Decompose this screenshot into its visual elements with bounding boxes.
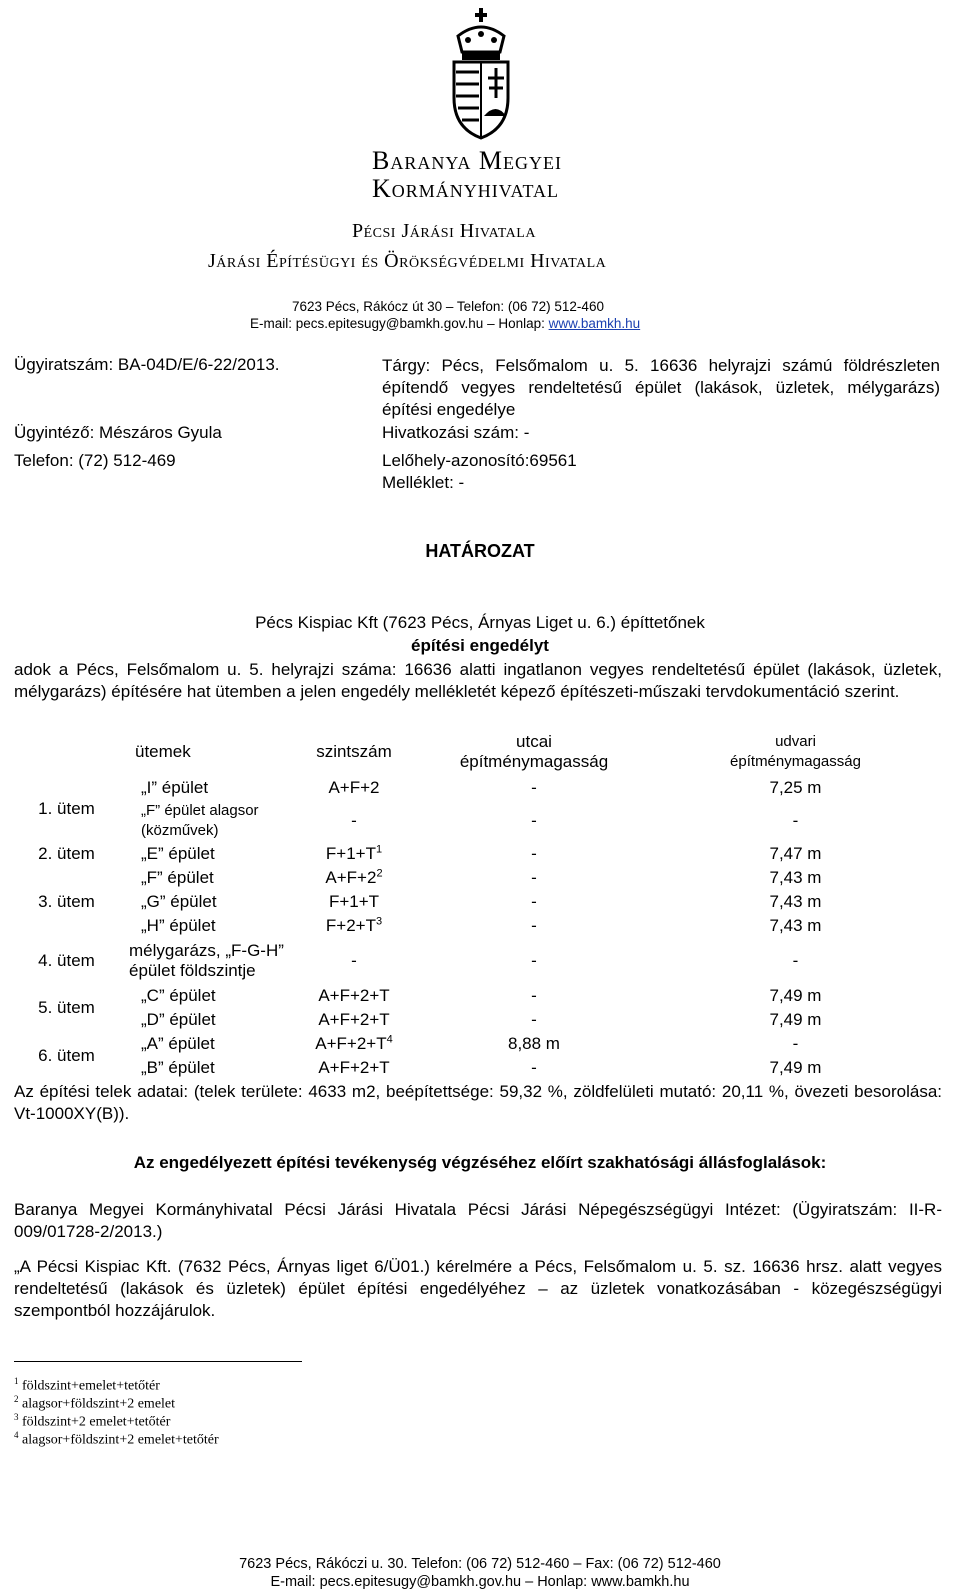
table-row: [14, 842, 942, 866]
table-row: [14, 984, 942, 1008]
levels: A+F+2: [328, 778, 380, 797]
table-row: [14, 866, 942, 890]
phase-label: 6. ütem: [38, 1046, 95, 1065]
table-row: [14, 1032, 942, 1056]
table-header-row: [14, 728, 942, 776]
building: „G” épület: [141, 892, 217, 911]
footnote-ref: 1: [375, 843, 383, 856]
footnote-ref: 4: [386, 1033, 393, 1046]
building: „D” épület: [141, 1010, 216, 1029]
footnote-number: 4: [14, 1430, 19, 1440]
table-row: [14, 938, 942, 984]
header-street-line1: utcai: [516, 732, 552, 751]
phase-label: 4. ütem: [38, 951, 95, 970]
footnote-number: 3: [14, 1412, 19, 1422]
levels-value: A+F+2: [325, 868, 377, 887]
decision-body: adok a Pécs, Felsőmalom u. 5. helyrajzi száma: 16636 alatti ingatlanon vegyes rendeltetésű épület (lakások, üzletek, mélygarázs) építésére hat ütemben a jelen engedély mellékletét képező építészeti-műszaki tervdokumentáció szerint.: [14, 660, 942, 701]
administrator: Ügyintéző: Mészáros Gyula: [14, 423, 222, 442]
yard-height: 7,43 m: [769, 892, 822, 911]
footnote-number: 1: [14, 1376, 19, 1386]
case-number: Ügyiratszám: BA-04D/E/6-22/2013.: [14, 355, 280, 374]
street-height: -: [531, 811, 537, 830]
building-line2: (közművek): [141, 822, 219, 839]
table-row: [14, 1056, 942, 1080]
footnote-text: földszint+2 emelet+tetőtér: [22, 1414, 171, 1430]
footnote-divider: [14, 1361, 302, 1362]
building: „B” épület: [141, 1058, 215, 1077]
header-street-height: [419, 728, 649, 776]
office-name-line2: Járási Építésügyi és Örökségvédelmi Hivatala: [208, 250, 607, 272]
subject: Tárgy: Pécs, Felsőmalom u. 5. 16636 helyrajzi számú földrészleten építendő vegyes rendeltetésű épület (lakások, üzletek, mélygarázs) építési engedélye: [382, 356, 940, 419]
street-height: -: [531, 986, 537, 1005]
footnote-text: földszint+emelet+tetőtér: [22, 1378, 160, 1394]
attachment: Melléklet: -: [382, 473, 465, 492]
levels: [289, 842, 419, 866]
table-row: [14, 914, 942, 938]
footnote-text: alagsor+földszint+2 emelet+tetőtér: [22, 1432, 219, 1448]
org-name-line1: Baranya Megyei: [372, 146, 562, 175]
building: „H” épület: [141, 916, 216, 935]
phase-label: 5. ütem: [38, 998, 95, 1017]
levels: A+F+2+T: [318, 1010, 390, 1029]
phases-table: [14, 728, 942, 1080]
table-row: [14, 800, 942, 842]
footnote-text: alagsor+földszint+2 emelet: [22, 1396, 176, 1412]
permit-label: építési engedélyt: [411, 636, 549, 655]
footnote-ref: 2: [376, 867, 383, 880]
building: „C” épület: [141, 986, 216, 1005]
header-levels: szintszám: [316, 742, 392, 761]
office-name-line1: Pécsi Járási Hivatala: [352, 220, 536, 242]
phase-label: 2. ütem: [38, 844, 95, 863]
levels: -: [351, 811, 357, 830]
levels: F+1+T: [328, 892, 380, 911]
footnote: [14, 1412, 170, 1431]
authority-opinion: „A Pécsi Kispiac Kft. (7632 Pécs, Árnyas liget 6/Ü01.) kérelmére a Pécs, Felsőmalom u. 5. sz. 16636 hrsz. alatt vegyes rendeltetésű (lakások és üzletek) épület építési engedélyéhez – az üzletek vonatkozásában - közegészségügyi szempontból hozzájárulok.: [14, 1257, 942, 1320]
plot-data: Az építési telek adatai: (telek területe: 4633 m2, beépítettsége: 59,32 %, zöldfelületi mutató: 20,11 %, övezeti besorolása: Vt-1000XY(B)).: [14, 1082, 942, 1123]
yard-height: 7,43 m: [769, 868, 822, 887]
header-contact: [250, 316, 640, 331]
yard-height: 7,49 m: [769, 986, 822, 1005]
building: „E” épület: [141, 844, 215, 863]
street-height: -: [531, 892, 537, 911]
street-height: -: [531, 916, 537, 935]
header-street-line2: építménymagasság: [459, 752, 609, 771]
footer-contact: E-mail: pecs.epitesugy@bamkh.gov.hu – Honlap: www.bamkh.hu: [270, 1574, 690, 1590]
footnote-number: 2: [14, 1394, 19, 1404]
building: „I” épület: [141, 778, 209, 797]
reference-number: Hivatkozási szám: -: [382, 423, 530, 442]
addressee: Pécs Kispiac Kft (7623 Pécs, Árnyas Liget u. 6.) építtetőnek: [255, 613, 705, 632]
yard-height: 7,49 m: [769, 1058, 822, 1077]
decision-title: HATÁROZAT: [425, 541, 535, 561]
footnote-ref: 3: [375, 915, 383, 928]
footnote: [14, 1394, 175, 1413]
yard-height: -: [792, 1034, 799, 1053]
levels-value: F+2+T: [325, 916, 376, 935]
footnote: [14, 1376, 160, 1395]
building-line1: mélygarázs, „F-G-H”: [129, 941, 284, 960]
street-height: -: [531, 1010, 537, 1029]
levels: [289, 914, 419, 938]
levels-value: F+1+T: [325, 844, 376, 863]
header-yard-height: [649, 728, 942, 776]
header-email: E-mail: pecs.epitesugy@bamkh.gov.hu – Honlap:: [250, 316, 549, 331]
street-height: -: [531, 868, 537, 887]
yard-height: 7,43 m: [769, 916, 822, 935]
footnote: [14, 1430, 219, 1449]
street-height: -: [531, 951, 537, 970]
building-line1: „F” épület alagsor: [141, 802, 259, 819]
yard-height: 7,25 m: [769, 778, 822, 797]
footer-address: 7623 Pécs, Rákóczi u. 30. Telefon: (06 72) 512-460 – Fax: (06 72) 512-460: [239, 1556, 721, 1572]
phase-label: 3. ütem: [38, 892, 95, 911]
building-line2: épület földszintje: [129, 961, 256, 980]
table-row: [14, 1008, 942, 1032]
opinions-heading: Az engedélyezett építési tevékenység végzéséhez előírt szakhatósági állásfoglalások:: [133, 1153, 827, 1172]
building: „F” épület: [141, 868, 214, 887]
levels: [289, 866, 419, 890]
table-row: [14, 890, 942, 914]
site-id: Lelőhely-azonosító:69561: [382, 451, 577, 470]
yard-height: 7,47 m: [769, 844, 822, 863]
levels-value: A+F+2+T: [315, 1034, 387, 1053]
building: [119, 800, 289, 842]
table-row: [14, 776, 942, 800]
header-yard-line2: építménymagasság: [730, 753, 861, 770]
header-yard-line1: udvari: [775, 733, 816, 750]
building: „A” épület: [141, 1034, 215, 1053]
header-phases: ütemek: [135, 742, 191, 761]
levels: [289, 1032, 419, 1056]
org-name-line2: Kormányhivatal: [372, 174, 560, 203]
authority: Baranya Megyei Kormányhivatal Pécsi Járási Hivatala Pécsi Járási Népegészségügyi Intézet: (Ügyiratszám: II-R-009/01728-2/2013.): [14, 1200, 942, 1241]
levels: A+F+2+T: [318, 1058, 390, 1077]
yard-height: 7,49 m: [769, 1010, 822, 1029]
street-height: -: [531, 844, 537, 863]
yard-height: -: [792, 951, 799, 970]
phase-label: 1. ütem: [38, 799, 95, 818]
levels: A+F+2+T: [318, 986, 390, 1005]
street-height: -: [531, 1058, 537, 1077]
header-address: 7623 Pécs, Rákócz út 30 – Telefon: (06 72) 512-460: [292, 299, 604, 314]
levels: -: [351, 951, 357, 970]
header-website-link[interactable]: www.bamkh.hu: [548, 316, 641, 331]
hungarian-coat-of-arms-icon: [448, 6, 514, 140]
building: [119, 938, 289, 984]
yard-height: -: [792, 811, 799, 830]
phone: Telefon: (72) 512-469: [14, 451, 176, 470]
street-height: 8,88 m: [508, 1034, 560, 1053]
street-height: -: [531, 778, 537, 797]
